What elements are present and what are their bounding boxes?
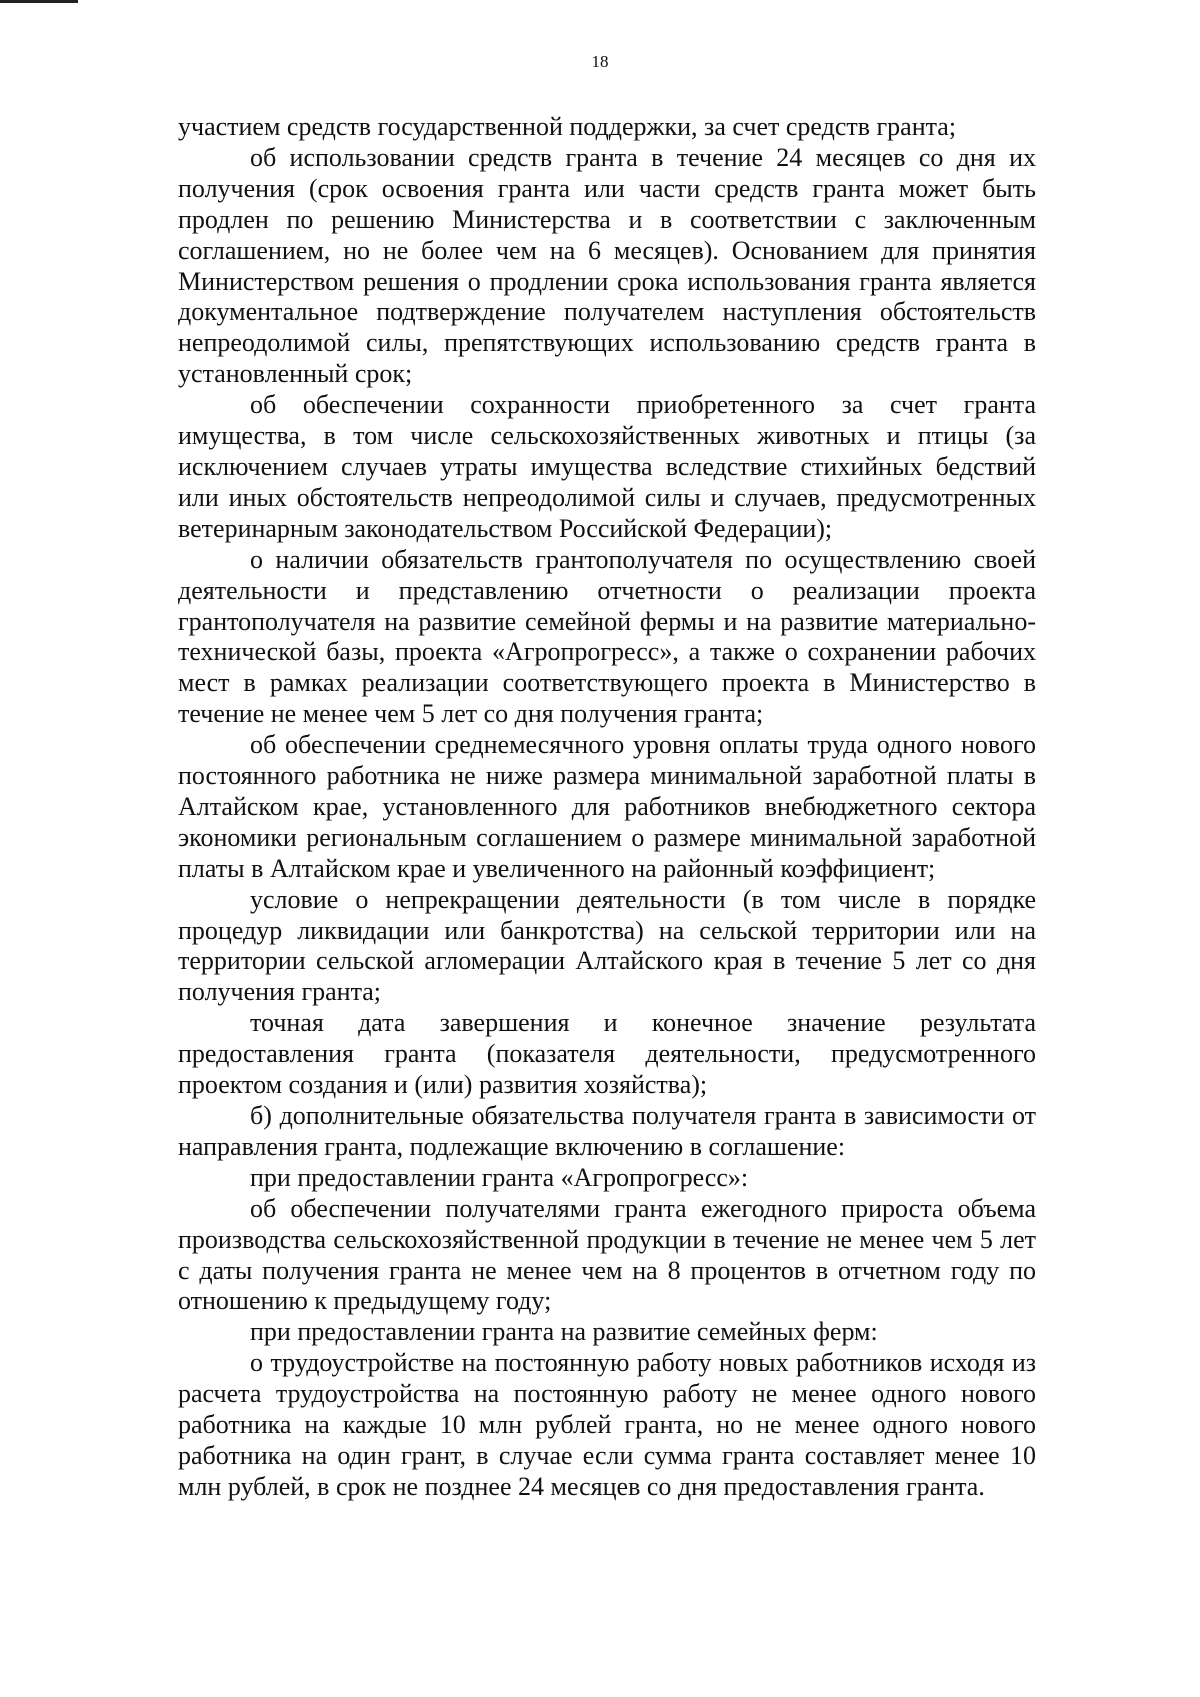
- paragraph-6: условие о непрекращении деятельности (в том числе в порядке процедур ликвидации или банкротства) на сельской территории или на территории сельской агломерации Алтайского края в течение 5 лет со дня получения гранта;: [178, 884, 1036, 1007]
- paragraph-2: об использовании средств гранта в течение 24 месяцев со дня их получения (срок освоения гранта или части средств гранта может быть продлен по решению Министерства и в соответствии с заключенным соглашением, но не более чем на 6 месяцев). Основанием для принятия Министерством решения о продлении срока использования гранта является документальное подтверждение получателем наступления обстоятельств непреодолимой силы, препятствующих использованию средств гранта в установленный срок;: [178, 142, 1036, 389]
- paragraph-9: при предоставлении гранта «Агропрогресс»:: [250, 1162, 749, 1192]
- paragraph-5: об обеспечении среднемесячного уровня оплаты труда одного нового постоянного работника не ниже размера минимальной заработной платы в Алтайском крае, установленного для работников внебюджетного сектора экономики региональным соглашением о размере минимальной заработной платы в Алтайском крае и увеличенного на районный коэффициент;: [178, 730, 1036, 883]
- paragraph-1: участием средств государственной поддержки, за счет средств гранта;: [178, 112, 957, 141]
- paragraph-4: о наличии обязательств грантополучателя по осуществлению своей деятельности и представлению отчетности о реализации проекта грантополучателя на развитие семейной фермы и на развитие материально-технической базы, проекта «Агропрогресс», а также о сохранении рабочих мест в рамках реализации соответствующего проекта в Министерство в течение не менее чем 5 лет со дня получения гранта;: [178, 544, 1036, 729]
- scan-edge-mark: [0, 0, 78, 3]
- paragraph-8: б) дополнительные обязательства получателя гранта в зависимости от направления гранта, подлежащие включению в соглашение:: [178, 1101, 1036, 1161]
- paragraph-3: об обеспечении сохранности приобретенного за счет гранта имущества, в том числе сельскохозяйственных животных и птицы (за исключением случаев утраты имущества вследствие стихийных бедствий или иных обстоятельств непреодолимой силы и случаев, предусмотренных ветеринарным законодательством Российской Федерации);: [178, 390, 1036, 543]
- paragraph-12: о трудоустройстве на постоянную работу новых работников исходя из расчета трудоустройства на постоянную работу не менее одного нового работника на каждые 10 млн рублей гранта, но не менее одного нового работника на один грант, в случае если сумма гранта составляет менее 10 млн рублей, в срок не позднее 24 месяцев со дня предоставления гранта.: [178, 1348, 1036, 1501]
- paragraph-7: точная дата завершения и конечное значение результата предоставления гранта (показателя деятельности, предусмотренного проектом создания и (или) развития хозяйства);: [178, 1008, 1036, 1100]
- document-body: [178, 112, 1036, 1503]
- paragraph-11: при предоставлении гранта на развитие семейных ферм:: [250, 1317, 878, 1347]
- paragraph-10: об обеспечении получателями гранта ежегодного прироста объема производства сельскохозяйственной продукции в течение не менее чем 5 лет с даты получения гранта не менее чем на 8 процентов в отчетном году по отношению к предыдущему году;: [178, 1193, 1036, 1316]
- page-number: 18: [591, 52, 609, 71]
